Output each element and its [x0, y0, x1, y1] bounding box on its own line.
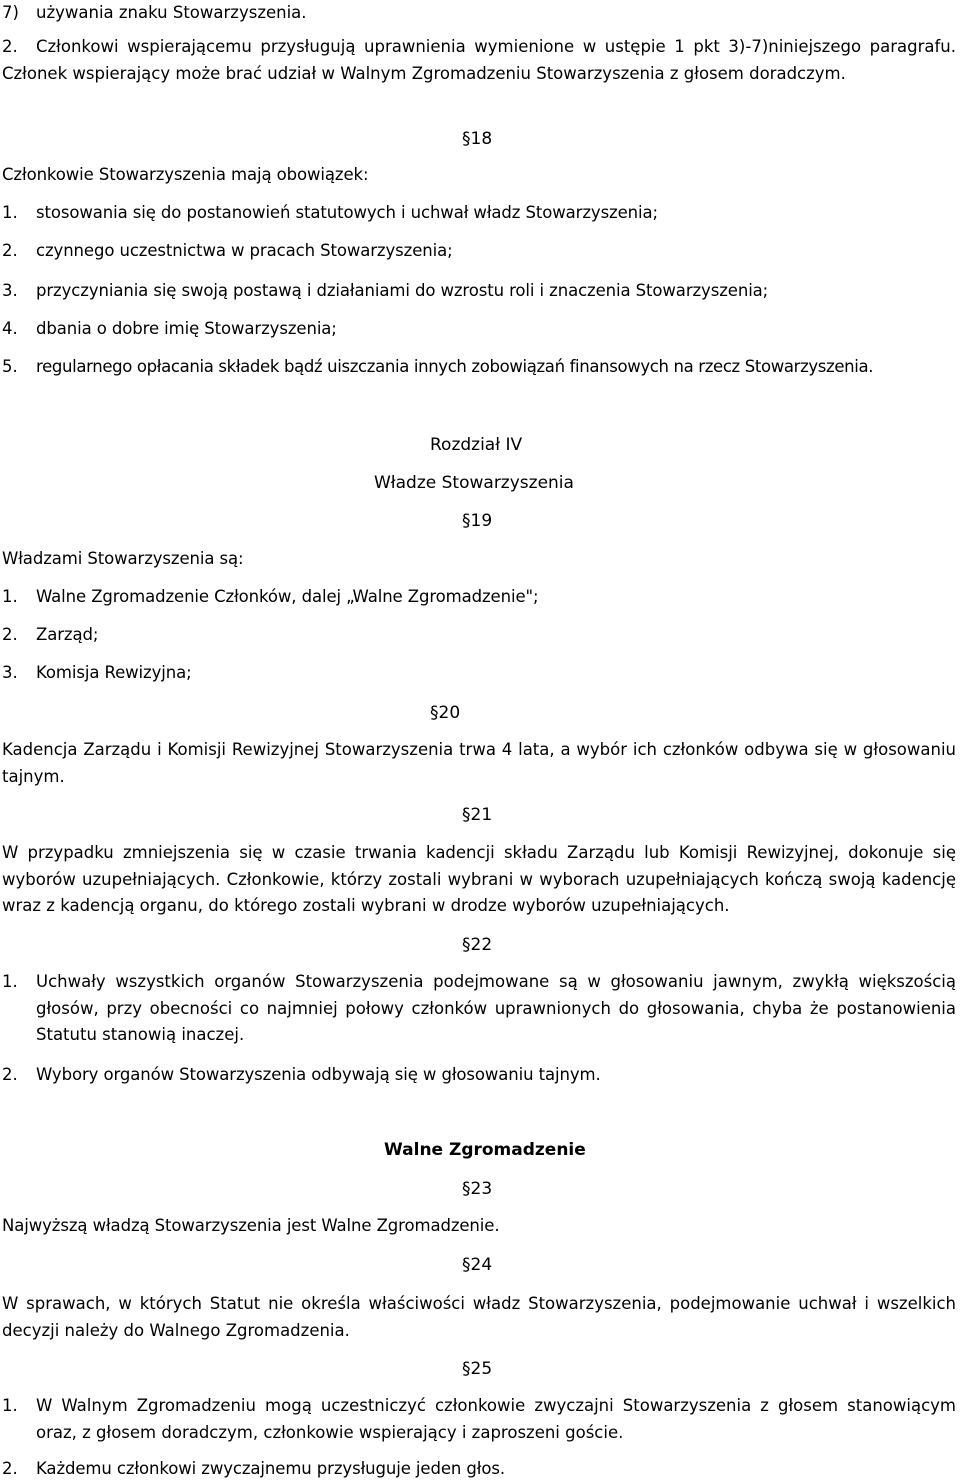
section-intro: Władzami Stowarzyszenia są: [2, 549, 244, 568]
section-mark: §24 [462, 1255, 493, 1275]
list-item-text: Uchwały wszystkich organów Stowarzyszenia podejmowane są w głosowaniu jawnym, zwykłą większością głosów, przy obecności co najmniej połowy członków uprawnionych do głosowania, chyba że postanowienia Statutu stanowią inaczej. [36, 972, 956, 1044]
paragraph-text: W sprawach, w których Statut nie określa właściwości władz Stowarzyszenia, podejmowanie uchwał i wszelkich decyzji należy do Walnego Zgromadzenia. [2, 1294, 956, 1340]
list-number: 2. [2, 1065, 18, 1084]
list-number: 7) [2, 3, 19, 22]
list-number: 3. [2, 663, 18, 682]
list-number: 3. [2, 281, 18, 300]
list-number: 1. [2, 972, 18, 991]
list-item-text: Wybory organów Stowarzyszenia odbywają się w głosowaniu tajnym. [36, 1065, 601, 1084]
list-item-text: czynnego uczestnictwa w pracach Stowarzyszenia; [36, 241, 453, 260]
paragraph-text: Kadencja Zarządu i Komisji Rewizyjnej Stowarzyszenia trwa 4 lata, a wybór ich członków odbywa się w głosowaniu tajnym. [2, 740, 956, 786]
chapter-subtitle: Władze Stowarzyszenia [374, 473, 574, 493]
list-number: 5. [2, 357, 18, 376]
section-mark: §22 [462, 935, 493, 955]
list-item-text: stosowania się do postanowień statutowych i uchwał władz Stowarzyszenia; [36, 203, 658, 222]
section-mark: §18 [462, 129, 493, 149]
paragraph-text: Członkowi wspierającemu przysługują uprawnienia wymienione w ustępie 1 pkt 3)-7)niniejszego paragrafu. Członek wspierający może brać udział w Walnym Zgromadzeniu Stowarzyszenia z głosem doradczym. [2, 37, 956, 83]
list-number: 2. [2, 1459, 18, 1478]
list-item-text: regularnego opłacania składek bądź uiszczania innych zobowiązań finansowych na rzecz Stowarzyszenia. [36, 357, 874, 376]
subsection-title: Walne Zgromadzenie [384, 1140, 586, 1160]
section-mark: §25 [462, 1359, 493, 1379]
list-item-text: Komisja Rewizyjna; [36, 663, 192, 682]
list-number: 1. [2, 587, 18, 606]
section-mark: §23 [462, 1179, 493, 1199]
paragraph-text: W przypadku zmniejszenia się w czasie trwania kadencji składu Zarządu lub Komisji Rewizyjnej, dokonuje się wyborów uzupełniających. Członkowie, którzy zostali wybrani w wyborach uzupełniających kończą swoją kadencję wraz z kadencją organu, do którego zostali wybrani w drodze wyborów uzupełniających. [2, 843, 956, 915]
list-number: 1. [2, 1396, 18, 1415]
list-item-text: Każdemu członkowi zwyczajnemu przysługuje jeden głos. [36, 1459, 505, 1478]
section-intro: Członkowie Stowarzyszenia mają obowiązek: [2, 165, 369, 184]
section-mark: §20 [430, 703, 461, 723]
list-item-text: używania znaku Stowarzyszenia. [36, 3, 307, 22]
paragraph-text: Najwyższą władzą Stowarzyszenia jest Walne Zgromadzenie. [2, 1216, 500, 1235]
chapter-title: Rozdział IV [430, 435, 523, 455]
list-item-text: dbania o dobre imię Stowarzyszenia; [36, 319, 337, 338]
list-number: 2. [2, 241, 18, 260]
list-item-text: Zarząd; [36, 625, 99, 644]
list-item-text: W Walnym Zgromadzeniu mogą uczestniczyć członkowie zwyczajni Stowarzyszenia z głosem stanowiącym oraz, z głosem doradczym, członkowie wspierający i zaproszeni goście. [36, 1396, 956, 1442]
list-number: 4. [2, 319, 18, 338]
section-mark: §19 [462, 511, 493, 531]
list-item-text: Walne Zgromadzenie Członków, dalej „Walne Zgromadzenie"; [36, 587, 539, 606]
list-number: 2. [2, 625, 18, 644]
list-item-text: przyczyniania się swoją postawą i działaniami do wzrostu roli i znaczenia Stowarzyszenia; [36, 281, 769, 300]
list-number: 1. [2, 203, 18, 222]
section-mark: §21 [462, 805, 493, 825]
list-number: 2. [2, 37, 18, 56]
